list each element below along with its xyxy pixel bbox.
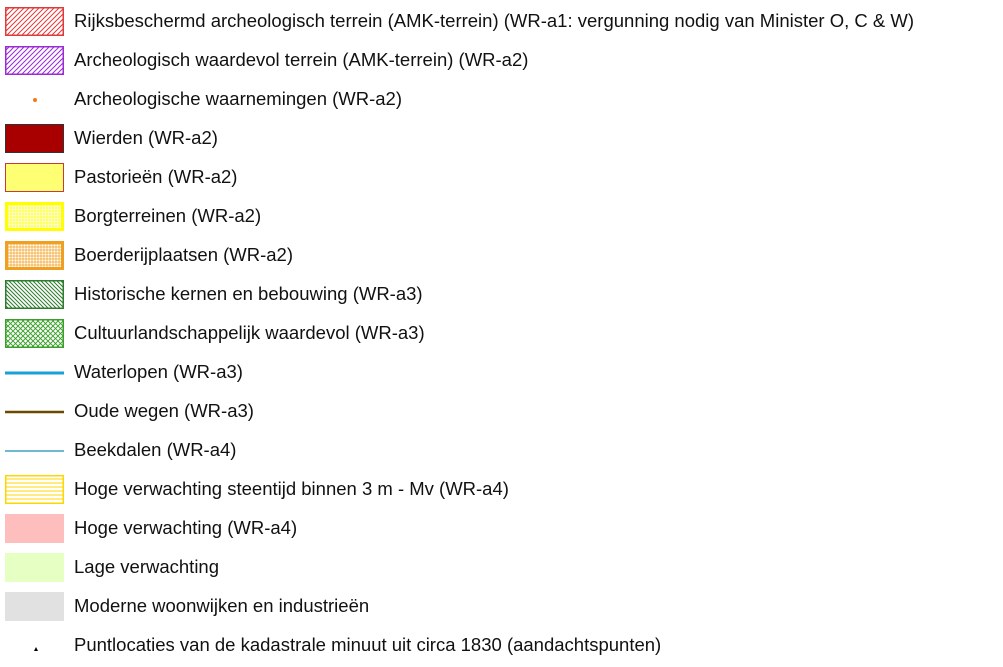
pink-fill-swatch-icon [5,514,64,543]
black-triangle-icon [5,631,64,660]
legend-item-oude-wegen [0,392,1003,431]
yellow-horizontal-lines-swatch-icon [5,475,64,504]
legend-label: Hoge verwachting steentijd binnen 3 m - Mv (WR-a4) [74,478,509,499]
legend-label: Rijksbeschermd archeologisch terrein (AMK-terrein) (WR-a1: vergunning nodig van Minister O, C & W) [74,10,914,31]
legend-item-pastorieen [0,158,1003,197]
red-hatch-swatch-icon [5,7,64,36]
grey-fill-swatch-icon [5,592,64,621]
legend-item-wierden [0,119,1003,158]
green-hatch-swatch-icon [5,280,64,309]
legend-item-waarnemingen [0,80,1003,119]
legend-label: Beekdalen (WR-a4) [74,439,237,460]
green-crosshatch-swatch-icon [5,319,64,348]
legend-item-moderne-woonwijken [0,587,1003,626]
legend-label: Pastorieën (WR-a2) [74,166,238,187]
orange-grid-swatch-icon [5,241,64,270]
legend-item-archeologisch-waardevol [0,41,1003,80]
legend-item-boerderijplaatsen [0,236,1003,275]
legend-label: Moderne woonwijken en industrieën [74,595,370,616]
legend-item-waterlopen [0,353,1003,392]
lightgreen-fill-swatch-icon [5,553,64,582]
legend-label: Historische kernen en bebouwing (WR-a3) [74,283,423,304]
legend-label: Oude wegen (WR-a3) [74,400,254,421]
legend-item-historische-kernen [0,275,1003,314]
legend-item-cultuurlandschappelijk [0,314,1003,353]
yellow-grid-swatch-icon [5,202,64,231]
legend-item-borgterreinen [0,197,1003,236]
legend-item-hoge-verwachting-steentijd [0,470,1003,509]
legend-label: Boerderijplaatsen (WR-a2) [74,244,294,265]
legend-item-beekdalen [0,431,1003,470]
legend-item-hoge-verwachting [0,509,1003,548]
legend-item-rijksbeschermd [0,2,1003,41]
darkred-fill-swatch-icon [5,124,64,153]
legend-label: Lage verwachting [74,556,220,577]
legend-label: Cultuurlandschappelijk waardevol (WR-a3) [74,322,425,343]
legend-item-puntlocaties [0,626,1003,665]
blue-line-icon [5,358,64,387]
yellow-fill-swatch-icon [5,163,64,192]
legend-label: Archeologische waarnemingen (WR-a2) [74,88,403,109]
legend-label: Archeologisch waardevol terrein (AMK-terrein) (WR-a2) [74,49,529,70]
legend-label: Borgterreinen (WR-a2) [74,205,262,226]
brown-line-icon [5,397,64,426]
orange-dot-icon [5,85,64,114]
purple-hatch-swatch-icon [5,46,64,75]
legend-label: Puntlocaties van de kadastrale minuut uit circa 1830 (aandachtspunten) [74,634,662,655]
legend-label: Wierden (WR-a2) [74,127,218,148]
legend-label: Hoge verwachting (WR-a4) [74,517,298,538]
thin-teal-line-icon [5,436,64,465]
legend-item-lage-verwachting [0,548,1003,587]
legend-label: Waterlopen (WR-a3) [74,361,243,382]
